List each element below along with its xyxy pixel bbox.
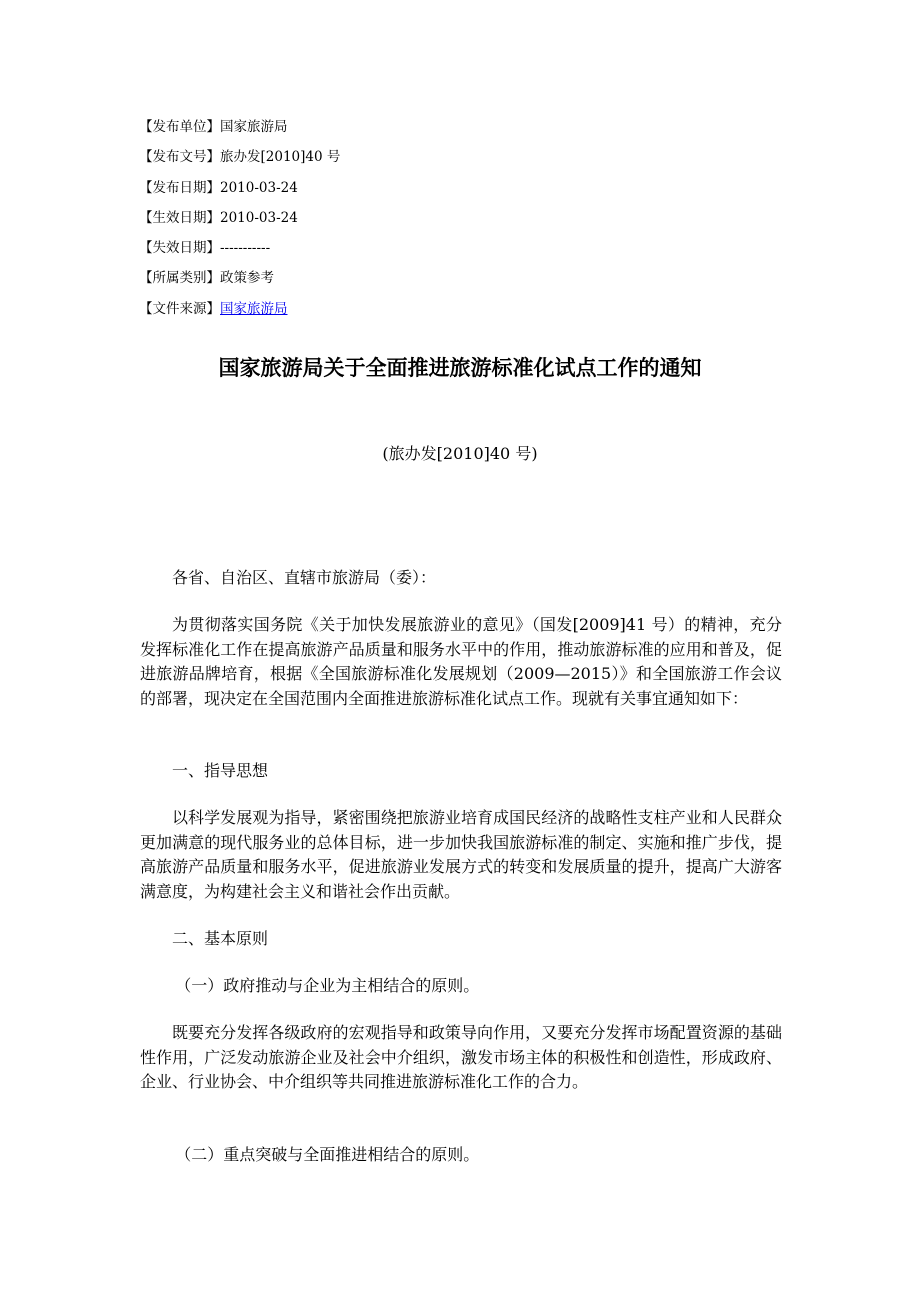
meta-publisher: 【发布单位】国家旅游局 [139,119,288,135]
document-title: 国家旅游局关于全面推进旅游标准化试点工作的通知 [218,356,702,380]
document-number: (旅办发[2010]40 号) [382,444,538,463]
section-1-heading: 一、指导思想 [172,761,269,780]
salutation: 各省、自治区、直辖市旅游局（委）： [172,568,437,587]
section-2-heading: 二、基本原则 [172,929,269,948]
principle-2-heading: （二）重点突破与全面推进相结合的原则。 [175,1145,480,1164]
section-1-paragraph: 以科学发展观为指导，紧密围绕把旅游业培育成国民经济的战略性支柱产业和人民群众更加满意的现代服务业的总体目标，进一步加快我国旅游标准的制定、实施和推广步伐，提高旅游产品质量和服务水平，促进旅游业发展方式的转变和发展质量的提升，提高广大游客满意度，为构建社会主义和谐社会作出贡献。 [140,808,782,901]
intro-paragraph: 为贯彻落实国务院《关于加快发展旅游业的意见》（国发[2009]41 号）的精神，充分发挥标准化工作在提高旅游产品质量和服务水平中的作用，推动旅游标准的应用和普及，促进旅游品牌培育，根据《全国旅游标准化发展规划（2009—2015）》和全国旅游工作会议的部署，现决定在全国范围内全面推进旅游标准化试点工作。现就有关事宜通知如下： [140,615,782,708]
meta-category: 【所属类别】政策参考 [139,270,274,287]
meta-doc-number: 【发布文号】旅办发[2010]40 号 [139,149,341,166]
meta-expiry-date: 【失效日期】----------- [139,240,271,257]
meta-source [139,298,779,328]
principle-1-heading: （一）政府推动与企业为主相结合的原则。 [175,976,480,995]
meta-source-label: 【文件来源】 [139,300,220,317]
meta-issue-date: 【发布日期】2010-03-24 [139,179,298,196]
metadata-block [139,116,779,328]
principle-1-paragraph: 既要充分发挥各级政府的宏观指导和政策导向作用，又要充分发挥市场配置资源的基础性作用，广泛发动旅游企业及社会中介组织，激发市场主体的积极性和创造性，形成政府、企业、行业协会、中介组织等共同推进旅游标准化工作的合力。 [140,1023,782,1091]
source-link[interactable]: 国家旅游局 [220,300,288,317]
meta-effective-date: 【生效日期】2010-03-24 [139,209,298,226]
